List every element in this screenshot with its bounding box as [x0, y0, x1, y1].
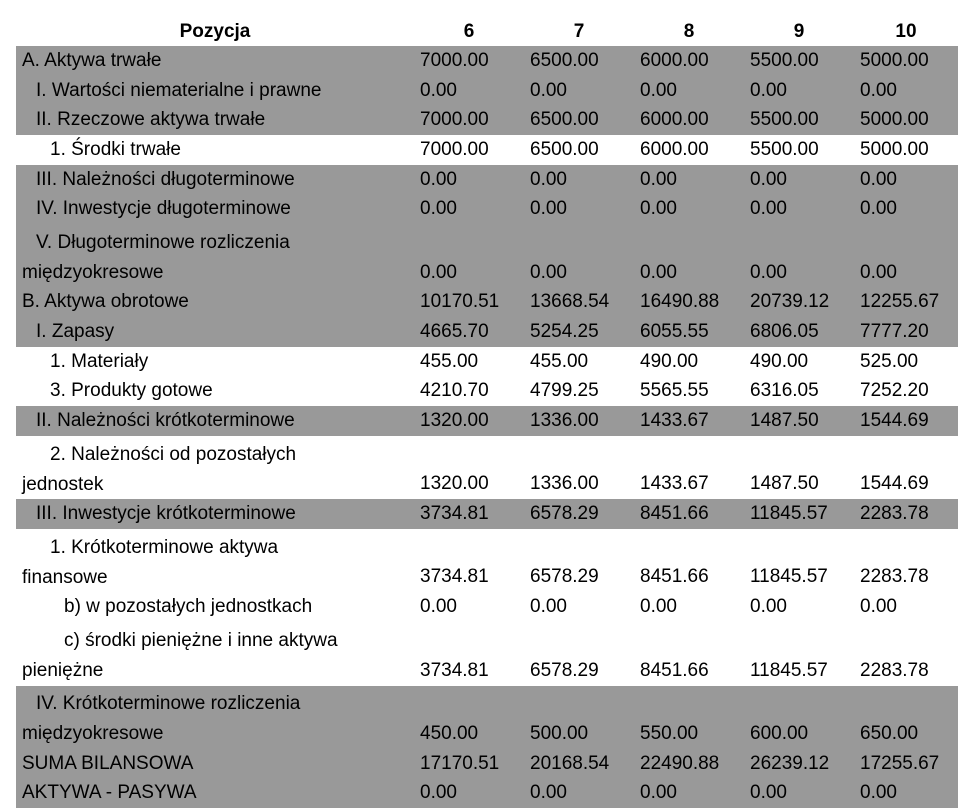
row-value: 17255.67: [854, 749, 958, 779]
row-value: 0.00: [744, 592, 854, 622]
row-label: B. Aktywa obrotowe: [16, 288, 414, 318]
row-value: 0.00: [524, 76, 634, 106]
header-period: 10: [854, 17, 958, 46]
row-value: 0.00: [854, 194, 958, 224]
header-period: 6: [414, 17, 524, 46]
row-value: 6578.29: [524, 529, 634, 592]
row-value: 5565.55: [634, 377, 744, 407]
row-value: 16490.88: [634, 288, 744, 318]
row-label: 1. Materiały: [16, 347, 414, 377]
row-value: 0.00: [744, 194, 854, 224]
table-row: [16, 499, 958, 529]
row-value: 3734.81: [414, 622, 524, 685]
row-label: II. Rzeczowe aktywa trwałe: [16, 105, 414, 135]
row-value: 26239.12: [744, 749, 854, 779]
row-value: 6578.29: [524, 622, 634, 685]
row-value: 7000.00: [414, 105, 524, 135]
row-value: 0.00: [854, 165, 958, 195]
row-value: 3734.81: [414, 499, 524, 529]
row-value: 490.00: [634, 347, 744, 377]
table-row: [16, 377, 958, 407]
row-value: 0.00: [414, 76, 524, 106]
row-label: 1. Środki trwałe: [16, 135, 414, 165]
row-value: 20168.54: [524, 749, 634, 779]
row-value: 17170.51: [414, 749, 524, 779]
row-value: 12255.67: [854, 288, 958, 318]
row-value: 0.00: [744, 779, 854, 808]
row-value: 2283.78: [854, 622, 958, 685]
row-value: 0.00: [854, 779, 958, 808]
row-value: 2283.78: [854, 499, 958, 529]
row-value: 5000.00: [854, 105, 958, 135]
header-row: [16, 17, 958, 46]
row-value: 3734.81: [414, 529, 524, 592]
table-row: [16, 165, 958, 195]
row-label: SUMA BILANSOWA: [16, 749, 414, 779]
table-row: [16, 317, 958, 347]
table-row: [16, 194, 958, 224]
row-value: 5254.25: [524, 317, 634, 347]
header-period: 9: [744, 17, 854, 46]
row-label: V. Długoterminowe rozliczenia międzyokresowe: [16, 224, 414, 287]
row-value: 600.00: [744, 686, 854, 749]
balance-sheet-table: [16, 17, 958, 808]
row-value: 4210.70: [414, 377, 524, 407]
row-value: 8451.66: [634, 529, 744, 592]
row-label: 2. Należności od pozostałych jednostek: [16, 436, 414, 499]
row-label: III. Należności długoterminowe: [16, 165, 414, 195]
table-row: [16, 135, 958, 165]
row-value: 455.00: [414, 347, 524, 377]
row-value: 0.00: [634, 592, 744, 622]
row-value: 13668.54: [524, 288, 634, 318]
row-value: 8451.66: [634, 622, 744, 685]
row-value: 650.00: [854, 686, 958, 749]
table-row: [16, 288, 958, 318]
row-value: 0.00: [524, 779, 634, 808]
row-value: 5000.00: [854, 46, 958, 76]
row-value: 0.00: [524, 224, 634, 287]
row-label: 3. Produkty gotowe: [16, 377, 414, 407]
row-value: 5000.00: [854, 135, 958, 165]
row-value: 7777.20: [854, 317, 958, 347]
row-value: 0.00: [524, 592, 634, 622]
row-value: 455.00: [524, 347, 634, 377]
row-value: 0.00: [524, 165, 634, 195]
row-value: 11845.57: [744, 499, 854, 529]
row-value: 1320.00: [414, 406, 524, 436]
row-value: 5500.00: [744, 105, 854, 135]
row-value: 7252.20: [854, 377, 958, 407]
table-row: [16, 622, 958, 685]
row-value: 8451.66: [634, 499, 744, 529]
row-label: II. Należności krótkoterminowe: [16, 406, 414, 436]
row-label: IV. Inwestycje długoterminowe: [16, 194, 414, 224]
table-row: [16, 686, 958, 749]
row-label: b) w pozostałych jednostkach: [16, 592, 414, 622]
row-value: 1487.50: [744, 436, 854, 499]
row-value: 6806.05: [744, 317, 854, 347]
row-value: 0.00: [634, 779, 744, 808]
row-value: 6000.00: [634, 135, 744, 165]
row-value: 1336.00: [524, 406, 634, 436]
table-row: [16, 749, 958, 779]
row-value: 1433.67: [634, 436, 744, 499]
row-value: 500.00: [524, 686, 634, 749]
row-value: 0.00: [634, 165, 744, 195]
row-value: 525.00: [854, 347, 958, 377]
row-label: c) środki pieniężne i inne aktywa pieniężne: [16, 622, 414, 685]
row-value: 0.00: [414, 779, 524, 808]
row-value: 6500.00: [524, 46, 634, 76]
row-value: 1320.00: [414, 436, 524, 499]
row-value: 0.00: [854, 76, 958, 106]
row-value: 6500.00: [524, 135, 634, 165]
row-value: 6000.00: [634, 46, 744, 76]
row-value: 7000.00: [414, 46, 524, 76]
row-label: 1. Krótkoterminowe aktywa finansowe: [16, 529, 414, 592]
table-row: [16, 347, 958, 377]
row-value: 5500.00: [744, 46, 854, 76]
row-value: 1433.67: [634, 406, 744, 436]
header-position: Pozycja: [16, 17, 414, 46]
header-period: 8: [634, 17, 744, 46]
row-value: 0.00: [414, 165, 524, 195]
table-row: [16, 46, 958, 76]
table-row: [16, 436, 958, 499]
row-value: 7000.00: [414, 135, 524, 165]
row-value: 0.00: [414, 592, 524, 622]
row-value: 6500.00: [524, 105, 634, 135]
row-value: 4799.25: [524, 377, 634, 407]
row-value: 6055.55: [634, 317, 744, 347]
row-value: 0.00: [634, 224, 744, 287]
row-label: III. Inwestycje krótkoterminowe: [16, 499, 414, 529]
row-value: 1544.69: [854, 406, 958, 436]
table-row: [16, 592, 958, 622]
row-value: 4665.70: [414, 317, 524, 347]
table-row: [16, 224, 958, 287]
table-row: [16, 76, 958, 106]
row-value: 0.00: [744, 224, 854, 287]
row-value: 11845.57: [744, 622, 854, 685]
row-label: A. Aktywa trwałe: [16, 46, 414, 76]
table-row: [16, 105, 958, 135]
row-value: 0.00: [854, 224, 958, 287]
row-value: 20739.12: [744, 288, 854, 318]
row-value: 0.00: [744, 76, 854, 106]
row-value: 450.00: [414, 686, 524, 749]
row-label: I. Zapasy: [16, 317, 414, 347]
row-value: 0.00: [854, 592, 958, 622]
row-value: 0.00: [634, 76, 744, 106]
table-row: [16, 779, 958, 808]
row-value: 0.00: [414, 194, 524, 224]
table-row: [16, 529, 958, 592]
row-value: 550.00: [634, 686, 744, 749]
row-label: IV. Krótkoterminowe rozliczenia międzyokresowe: [16, 686, 414, 749]
row-value: 1336.00: [524, 436, 634, 499]
row-value: 6000.00: [634, 105, 744, 135]
row-value: 1487.50: [744, 406, 854, 436]
row-value: 10170.51: [414, 288, 524, 318]
header-period: 7: [524, 17, 634, 46]
row-value: 6316.05: [744, 377, 854, 407]
table-row: [16, 406, 958, 436]
row-value: 11845.57: [744, 529, 854, 592]
row-value: 1544.69: [854, 436, 958, 499]
row-value: 0.00: [524, 194, 634, 224]
row-value: 0.00: [744, 165, 854, 195]
row-label: AKTYWA - PASYWA: [16, 779, 414, 808]
row-label: I. Wartości niematerialne i prawne: [16, 76, 414, 106]
row-value: 490.00: [744, 347, 854, 377]
row-value: 0.00: [414, 224, 524, 287]
row-value: 22490.88: [634, 749, 744, 779]
row-value: 0.00: [634, 194, 744, 224]
row-value: 2283.78: [854, 529, 958, 592]
row-value: 5500.00: [744, 135, 854, 165]
row-value: 6578.29: [524, 499, 634, 529]
